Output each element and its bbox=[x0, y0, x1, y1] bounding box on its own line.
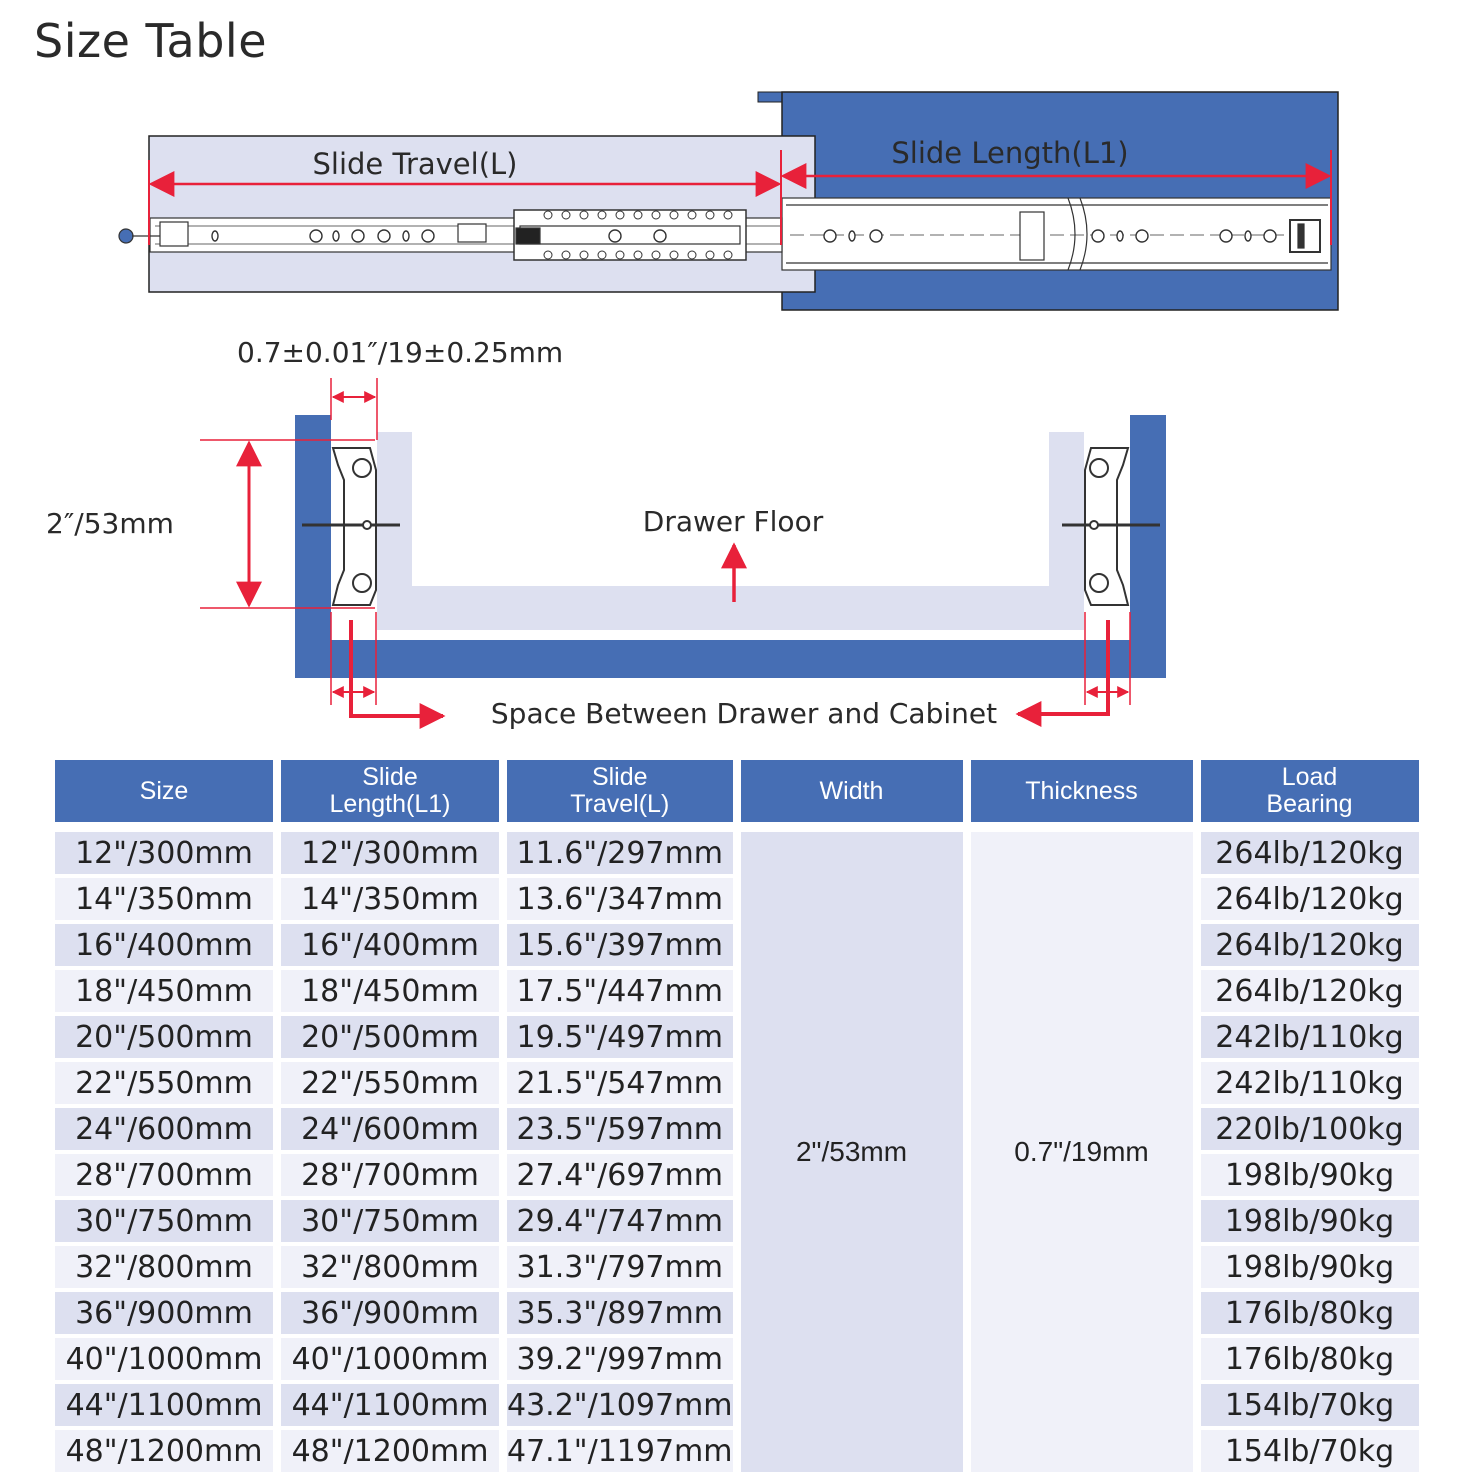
table-row bbox=[55, 832, 1419, 874]
table-row bbox=[55, 924, 1419, 966]
page-title: Size Table bbox=[34, 14, 268, 68]
cell-slide-travel: 35.3"/897mm bbox=[507, 1292, 733, 1334]
cell-slide-length: 36"/900mm bbox=[281, 1292, 499, 1334]
cell-size: 28"/700mm bbox=[55, 1154, 273, 1196]
table-row bbox=[55, 1108, 1419, 1150]
table-row bbox=[55, 1200, 1419, 1242]
slide-top-view bbox=[119, 92, 1338, 310]
cell-load-bearing: 220lb/100kg bbox=[1201, 1108, 1419, 1150]
cell-load-bearing: 198lb/90kg bbox=[1201, 1154, 1419, 1196]
drawer-floor-label: Drawer Floor bbox=[642, 505, 824, 538]
cell-size: 40"/1000mm bbox=[55, 1338, 273, 1380]
gap-label: Space Between Drawer and Cabinet bbox=[490, 697, 998, 730]
cell-slide-travel: 19.5"/497mm bbox=[507, 1016, 733, 1058]
cell-thickness: 0.7"/19mm bbox=[971, 832, 1193, 1472]
cell-slide-length: 40"/1000mm bbox=[281, 1338, 499, 1380]
table-row bbox=[55, 1062, 1419, 1104]
cross-section bbox=[46, 336, 1166, 730]
cell-size: 16"/400mm bbox=[55, 924, 273, 966]
cell-load-bearing: 198lb/90kg bbox=[1201, 1200, 1419, 1242]
cell-size: 22"/550mm bbox=[55, 1062, 273, 1104]
cabinet-profile bbox=[295, 415, 1166, 678]
cell-load-bearing: 264lb/120kg bbox=[1201, 832, 1419, 874]
cell-slide-length: 44"/1100mm bbox=[281, 1384, 499, 1426]
cell-size: 32"/800mm bbox=[55, 1246, 273, 1288]
cell-size: 14"/350mm bbox=[55, 878, 273, 920]
cell-size: 12"/300mm bbox=[55, 832, 273, 874]
cell-load-bearing: 154lb/70kg bbox=[1201, 1384, 1419, 1426]
header-load-bearing: Load Bearing bbox=[1201, 760, 1419, 822]
cell-load-bearing: 264lb/120kg bbox=[1201, 924, 1419, 966]
cell-slide-length: 20"/500mm bbox=[281, 1016, 499, 1058]
cell-size: 20"/500mm bbox=[55, 1016, 273, 1058]
cell-load-bearing: 176lb/80kg bbox=[1201, 1292, 1419, 1334]
cell-size: 48"/1200mm bbox=[55, 1430, 273, 1472]
cell-size: 44"/1100mm bbox=[55, 1384, 273, 1426]
table-row bbox=[55, 1154, 1419, 1196]
cell-slide-travel: 47.1"/1197mm bbox=[507, 1430, 733, 1472]
cell-size: 36"/900mm bbox=[55, 1292, 273, 1334]
table-row bbox=[55, 878, 1419, 920]
cell-slide-length: 16"/400mm bbox=[281, 924, 499, 966]
cell-slide-travel: 21.5"/547mm bbox=[507, 1062, 733, 1104]
cell-slide-length: 24"/600mm bbox=[281, 1108, 499, 1150]
cell-slide-travel: 29.4"/747mm bbox=[507, 1200, 733, 1242]
cell-slide-length: 30"/750mm bbox=[281, 1200, 499, 1242]
table-row bbox=[55, 1292, 1419, 1334]
table-row bbox=[55, 1246, 1419, 1288]
cell-load-bearing: 264lb/120kg bbox=[1201, 970, 1419, 1012]
header-thickness: Thickness bbox=[971, 760, 1193, 822]
table-header-row bbox=[55, 760, 1419, 822]
cell-slide-travel: 15.6"/397mm bbox=[507, 924, 733, 966]
cell-size: 30"/750mm bbox=[55, 1200, 273, 1242]
cell-slide-length: 12"/300mm bbox=[281, 832, 499, 874]
cell-slide-travel: 13.6"/347mm bbox=[507, 878, 733, 920]
cell-size: 18"/450mm bbox=[55, 970, 273, 1012]
table-row bbox=[55, 1338, 1419, 1380]
table-body bbox=[55, 832, 1419, 1472]
table-row bbox=[55, 1430, 1419, 1472]
slide-length-label: Slide Length(L1) bbox=[891, 136, 1129, 170]
cell-slide-length: 22"/550mm bbox=[281, 1062, 499, 1104]
header-slide-travel: Slide Travel(L) bbox=[507, 760, 733, 822]
cell-load-bearing: 198lb/90kg bbox=[1201, 1246, 1419, 1288]
cell-load-bearing: 242lb/110kg bbox=[1201, 1062, 1419, 1104]
cell-slide-length: 18"/450mm bbox=[281, 970, 499, 1012]
cell-slide-length: 14"/350mm bbox=[281, 878, 499, 920]
cell-slide-travel: 23.5"/597mm bbox=[507, 1108, 733, 1150]
size-table bbox=[47, 756, 1427, 1476]
header-width: Width bbox=[741, 760, 963, 822]
cell-slide-length: 48"/1200mm bbox=[281, 1430, 499, 1472]
table-row bbox=[55, 1384, 1419, 1426]
cell-load-bearing: 154lb/70kg bbox=[1201, 1430, 1419, 1472]
table-row bbox=[55, 970, 1419, 1012]
cell-width: 2"/53mm bbox=[741, 832, 963, 1472]
cell-slide-travel: 11.6"/297mm bbox=[507, 832, 733, 874]
cell-load-bearing: 242lb/110kg bbox=[1201, 1016, 1419, 1058]
height-label: 2″/53mm bbox=[46, 507, 174, 540]
cell-load-bearing: 176lb/80kg bbox=[1201, 1338, 1419, 1380]
cell-slide-travel: 27.4"/697mm bbox=[507, 1154, 733, 1196]
cell-slide-travel: 17.5"/447mm bbox=[507, 970, 733, 1012]
header-size: Size bbox=[55, 760, 273, 822]
table-row bbox=[55, 1016, 1419, 1058]
cell-slide-length: 28"/700mm bbox=[281, 1154, 499, 1196]
slide-travel-label: Slide Travel(L) bbox=[312, 147, 518, 181]
cell-size: 24"/600mm bbox=[55, 1108, 273, 1150]
header-slide-length: Slide Length(L1) bbox=[281, 760, 499, 822]
cell-slide-length: 32"/800mm bbox=[281, 1246, 499, 1288]
cell-slide-travel: 31.3"/797mm bbox=[507, 1246, 733, 1288]
cell-slide-travel: 43.2"/1097mm bbox=[507, 1384, 733, 1426]
cell-load-bearing: 264lb/120kg bbox=[1201, 878, 1419, 920]
thickness-label: 0.7±0.01″/19±0.25mm bbox=[237, 336, 564, 369]
cell-slide-travel: 39.2"/997mm bbox=[507, 1338, 733, 1380]
